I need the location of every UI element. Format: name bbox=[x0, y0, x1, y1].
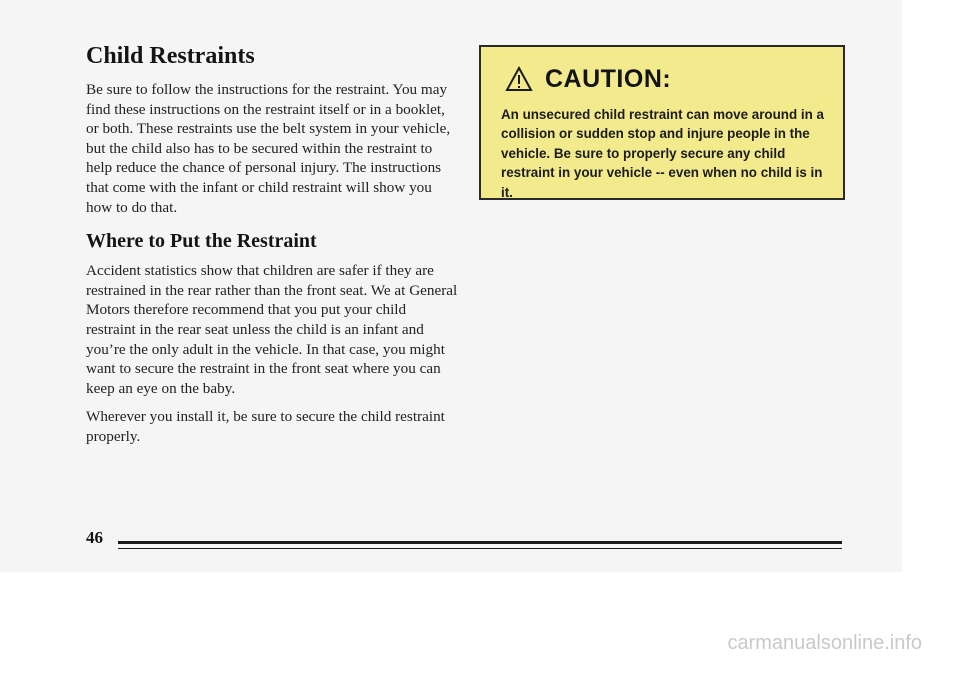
caution-title: CAUTION: bbox=[545, 64, 672, 93]
section-paragraph-2: Wherever you install it, be sure to secure the child restraint properly. bbox=[86, 408, 445, 445]
caution-box bbox=[479, 45, 845, 200]
intro-paragraph: Be sure to follow the instructions for the restraint. You may find these instructions on the restraint itself or in a booklet, or both. These restraints use the belt system in your vehicle, but the child also has to be secured within the restraint to help reduce the chance of personal injury. The instructions that come with the infant or child restraint will show you how to do that. bbox=[86, 81, 451, 216]
warning-triangle-icon bbox=[505, 66, 533, 92]
section-heading: Where to Put the Restraint bbox=[86, 230, 317, 253]
footer-rule-thick bbox=[118, 541, 842, 544]
section-paragraph-1: Accident statistics show that children are safer if they are restrained in the rear rather than the front seat. We at General Motors therefore recommend that you put your child restraint in the rear seat unless the child is an infant and you’re the only adult in the vehicle. In that case, you might want to secure the restraint in the front seat where you can keep an eye on the baby. bbox=[86, 262, 458, 397]
page-title: Child Restraints bbox=[86, 43, 255, 69]
caution-text: An unsecured child restraint can move around in a collision or sudden stop and injure people in the vehicle. Be sure to properly secure any child restraint in your vehicle -- even when no child is in it. bbox=[501, 107, 824, 200]
page-number: 46 bbox=[86, 528, 103, 547]
footer-rule-thin bbox=[118, 548, 842, 549]
left-column bbox=[86, 42, 458, 456]
caution-header bbox=[501, 57, 831, 101]
site-watermark: carmanualsonline.info bbox=[727, 632, 922, 654]
